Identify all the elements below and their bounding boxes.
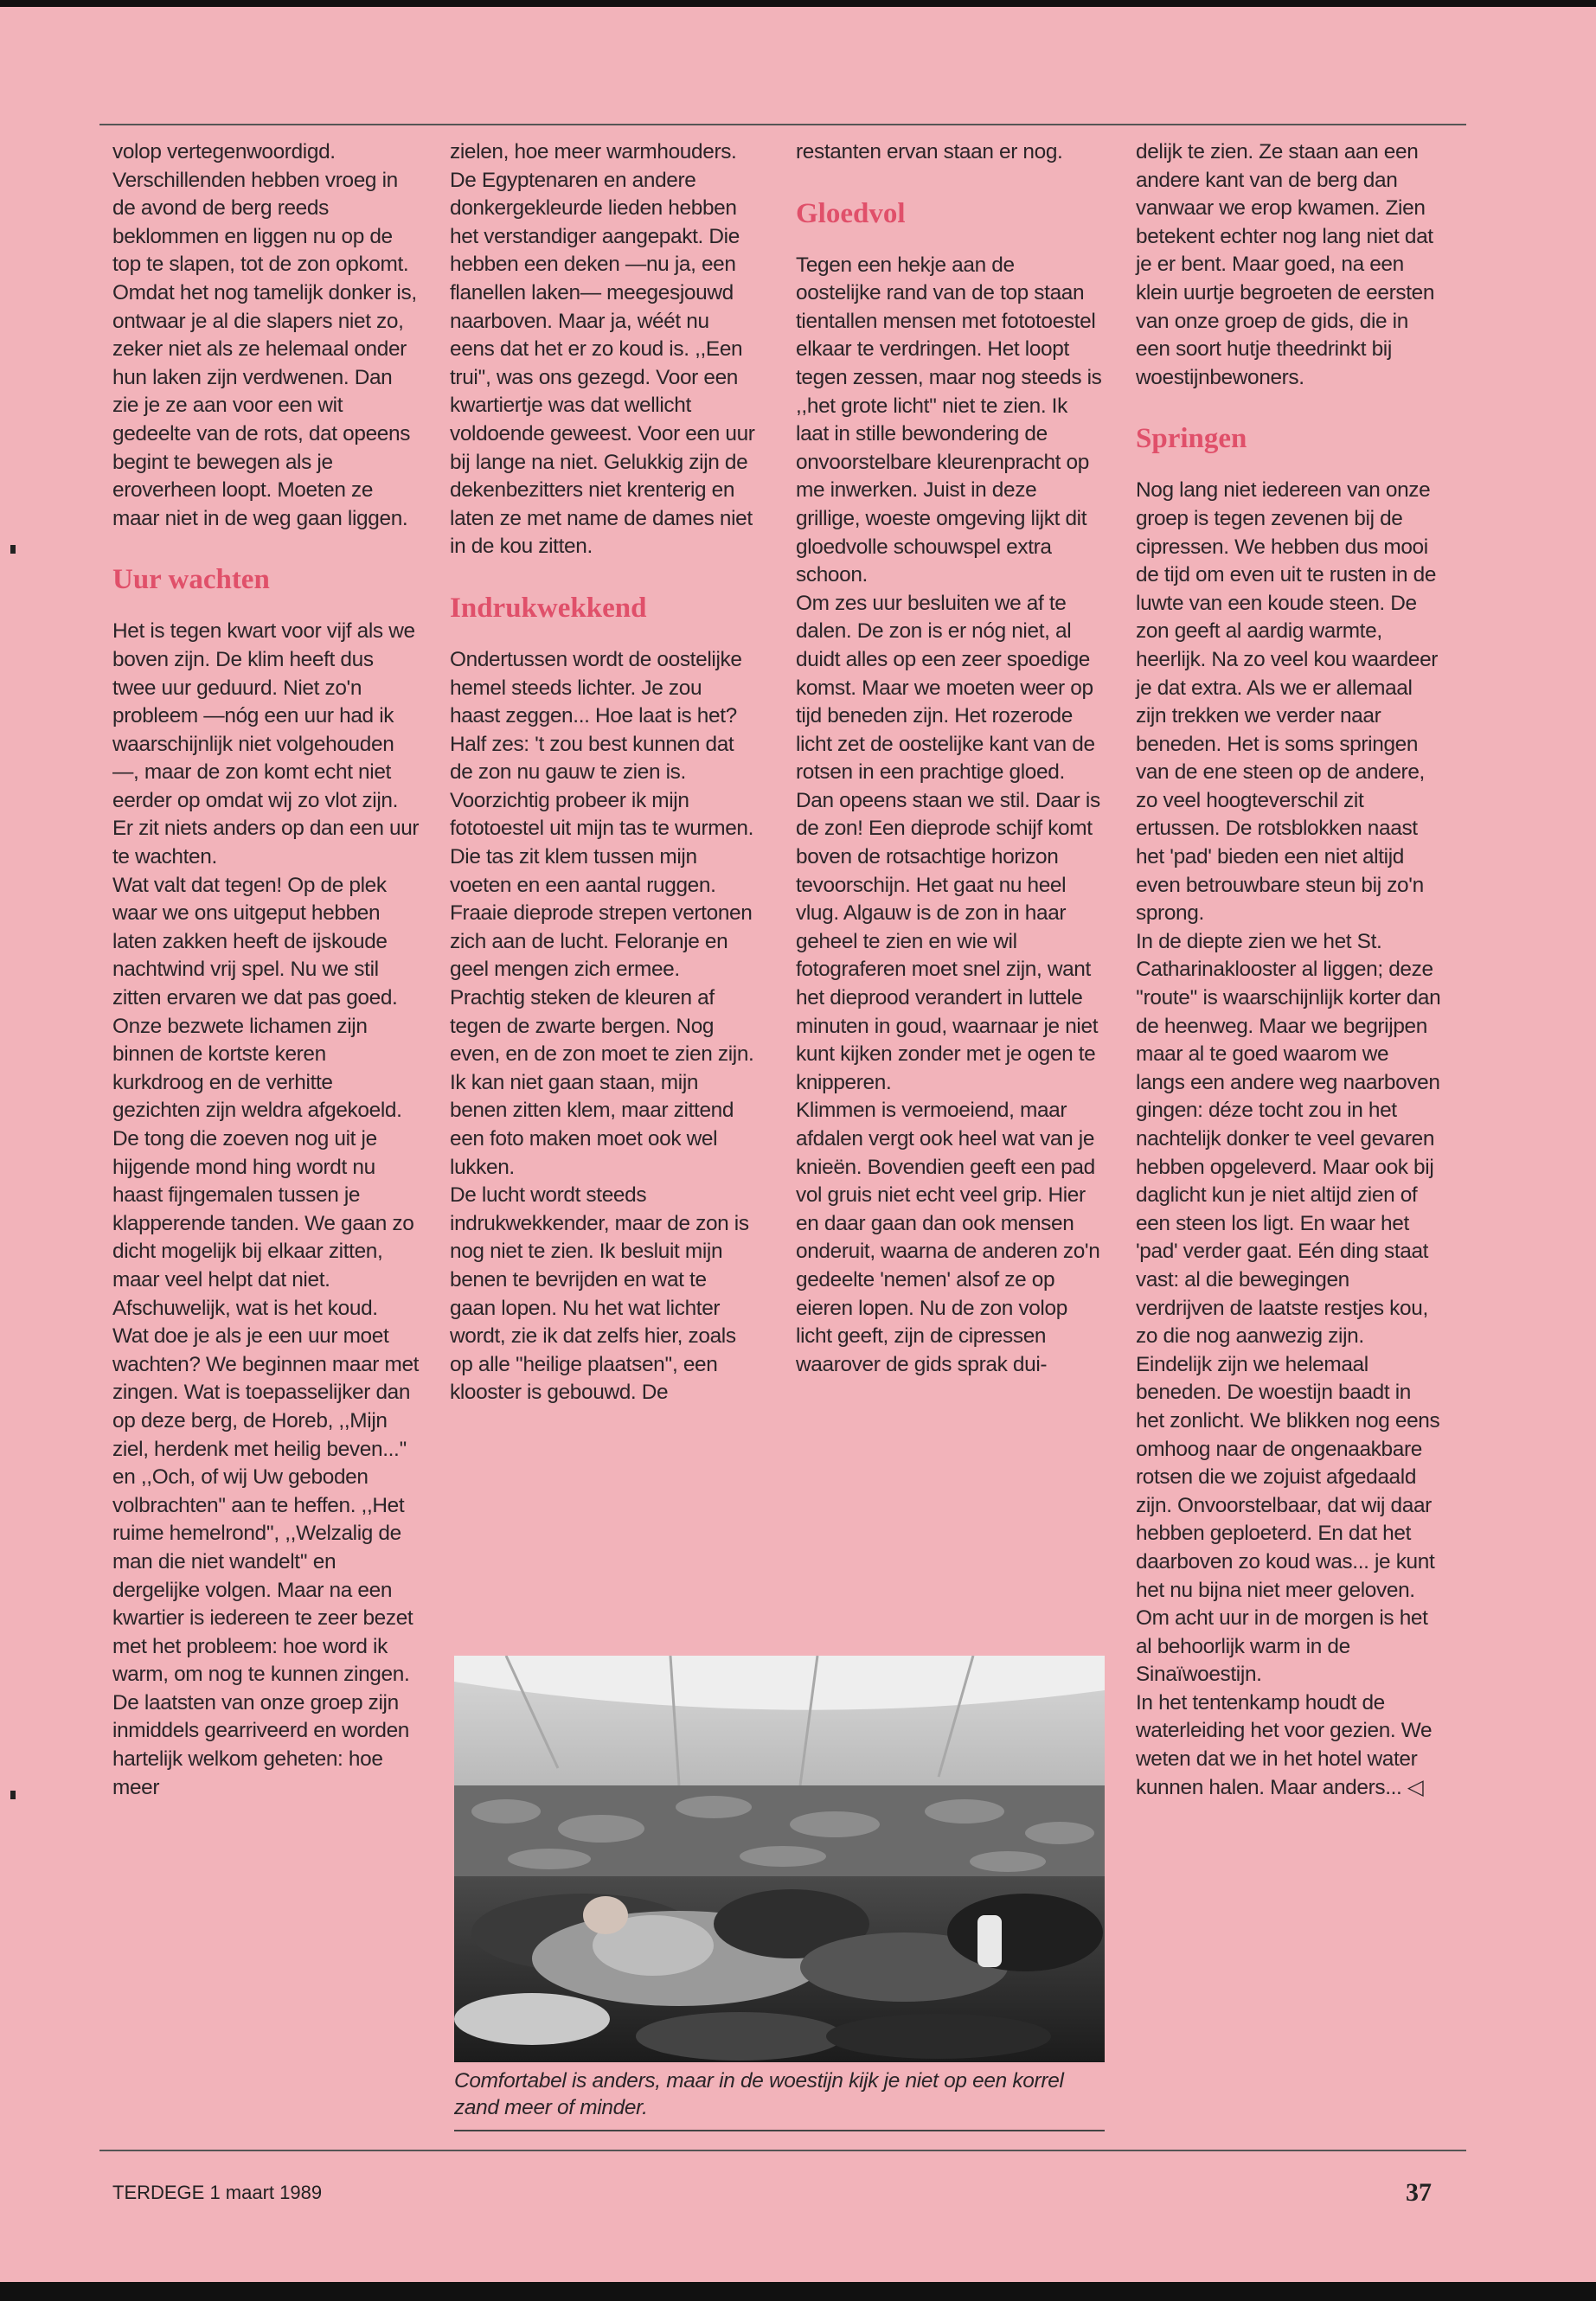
photo-caption: Comfortabel is anders, maar in de woestijn kijk je niet op een korrel zand meer of minder. (454, 2069, 1064, 2119)
paragraph: Tegen een hekje aan de oostelijke rand van de top staan tientallen mensen met fototoestel elkaar te verdringen. Het loopt tegen zessen, maar nog steeds is ,,het grote licht'' niet te zien. Ik laat in stille bewondering de onvoorstelbare kleurenpracht op me inwerken. Juist in deze grillige, woeste omgeving lijkt dit gloedvolle schouwspel extra schoon. (796, 253, 1102, 587)
paragraph: De Egyptenaren en andere donkergekleurde lieden hebben het verstandiger aangepakt. Die hebben een deken —nu ja, een flanellen laken— meegesjouwd naarboven. Maar ja, wéét nu eens dat het er zo koud is. ,,Een trui'', was ons gezegd. Voor een kwartiertje was dat wellicht voldoende geweest. Voor een uur bij lange na niet. Gelukkig zijn de dekenbezitters niet krenterig en laten ze met name de dames niet in de kou zitten. (450, 168, 755, 559)
paragraph: volop vertegenwoordigd. Verschillenden hebben vroeg in de avond de berg reeds beklommen en liggen nu op de top te slapen, tot de zon opkomt. Omdat het nog tamelijk donker is, ontwaar je al die slapers niet zo, zeker niet als ze helemaal onder hun laken zijn verdwenen. Dan zie je ze aan voor een wit gedeelte van de rots, dat opeens begint te bewegen als je eroverheen loopt. Moeten ze maar niet in de weg gaan liggen. (112, 140, 417, 530)
paragraph: De lucht wordt steeds indrukwekkender, maar de zon is nog niet te zien. Ik besluit mijn benen te bevrijden en wat te gaan lopen. Nu het wat lichter wordt, zie ik dat zelfs hier, zoals op alle ''heilige plaatsen'', een klooster is gebouwd. De (450, 1183, 749, 1405)
paragraph: zielen, hoe meer warmhouders. (450, 140, 737, 163)
publication-footer: TERDEGE 1 maart 1989 (112, 2182, 323, 2203)
scan-mark (10, 545, 16, 554)
column-1 (112, 138, 420, 1802)
paragraph: Wat doe je als je een uur moet wachten? We beginnen maar met zingen. Wat is toepasselijker dan op deze berg, de Horeb, ,,Mijn ziel, herdenk met heilig beven...'' en ,,Och, of wij Uw geboden volbrachten'' aan te heffen. ,,Het ruime hemelrond'', ,,Welzalig de man die niet wandelt'' en dergelijke volgen. Maar na een kwartier is iedereen te zeer bezet met het probleem: hoe word ik warm, om nog te kunnen zingen. De laatsten van onze groep zijn inmiddels gearriveerd en worden hartelijk welkom geheten: hoe meer (112, 1324, 420, 1799)
column-3 (796, 138, 1103, 1379)
scan-edge-bottom (0, 2282, 1596, 2301)
paragraph: Het is tegen kwart voor vijf als we boven zijn. De klim heeft dus twee uur geduurd. Niet zo'n probleem —nóg een uur had ik waarschijnlijk niet volgehouden—, maar de zon komt echt niet eerder op omdat wij zo vlot zijn. Er zit niets anders op dan een uur te wachten. (112, 619, 420, 869)
section-heading: Springen (1136, 423, 1247, 455)
page-number: 37 (1406, 2178, 1432, 2207)
paragraph: restanten ervan staan er nog. (796, 140, 1063, 163)
paragraph: Klimmen is vermoeiend, maar afdalen vergt ook heel wat van je knieën. Bovendien geeft een pad vol gruis niet echt veel grip. Hier en daar gaan dan ook mensen onderuit, waarna de anderen zo'n gedeelte 'nemen' alsof ze op eieren lopen. Nu de zon volop licht geeft, zijn de cipressen waarover de gids sprak dui- (796, 1099, 1100, 1376)
tent-sleepers-photo (454, 1656, 1105, 2062)
paragraph: Nog lang niet iedereen van onze groep is tegen zevenen bij de cipressen. We hebben dus mooi de tijd om even uit te rusten in de luwte van een koude steen. De zon geeft al aardig warmte, heerlijk. Na zo veel kou waardeer je dat extra. Als we er allemaal zijn trekken we verder naar beneden. Het is soms springen van de ene steen op de andere, zo veel hoogteverschil zit ertussen. De rotsblokken naast het 'pad' bieden een niet altijd even betrouwbare steun bij zo'n sprong. (1136, 478, 1439, 926)
column-2 (450, 138, 757, 1407)
scan-mark (10, 1791, 16, 1799)
top-rule (99, 124, 1466, 125)
bottom-rule (99, 2150, 1466, 2151)
section-heading: Gloedvol (796, 197, 906, 229)
paragraph: Om zes uur besluiten we af te dalen. De zon is er nóg niet, al duidt alles op een zeer spoedige komst. Maar we moeten weer op tijd beneden zijn. Het rozerode licht zet de oostelijke kant van de rotsen in een prachtige gloed. Dan opeens staan we stil. Daar is de zon! Een dieprode schijf komt boven de rotsachtige horizon tevoorschijn. Het gaat nu heel vlug. Algauw is de zon in haar geheel te zien en wie wil fotograferen moet snel zijn, want het dieprood verandert in luttele minuten in goud, waarnaar je niet kunt kijken zonder met je ogen te knipperen. (796, 591, 1100, 1094)
paragraph: In de diepte zien we het St. Catharinaklooster al liggen; deze ''route'' is waarschijnlijk korter dan de heenweg. Maar we begrijpen maar al te goed waarom we langs een andere weg naarboven gingen: déze tocht zou in het nachtelijk donker te veel gevaren hebben opgeleverd. Maar ook bij daglicht kun je niet altijd zien of een steen los ligt. En waar het 'pad' verder gaat. Eén ding staat vast: al die bewegingen verdrijven de laatste restjes kou, zo die nog aanwezig zijn. (1136, 929, 1441, 1349)
paragraph: delijk te zien. Ze staan aan een andere kant van de berg dan vanwaar we erop kwamen. Zien betekent echter nog lang niet dat je er bent. Maar goed, na een klein uurtje begroeten de eersten van onze groep de gids, die in een soort hutje theedrinkt bij woestijnbewoners. (1136, 140, 1435, 389)
section-heading: Indrukwekkend (450, 592, 647, 624)
photo-illustration (454, 1656, 1105, 2062)
scan-edge-top (0, 0, 1596, 7)
paragraph: Wat valt dat tegen! Op de plek waar we ons uitgeput hebben laten zakken heeft de ijskoude nachtwind vrij spel. Nu we stil zitten ervaren we dat pas goed. Onze bezwete lichamen zijn binnen de kortste keren kurkdroog en de verhitte gezichten zijn weldra afgekoeld. De tong die zoeven nog uit je hijgende mond hing wordt nu haast fijngemalen tussen je klapperende tanden. We gaan zo dicht mogelijk bij elkaar zitten, maar veel helpt dat niet. Afschuwelijk, wat is het koud. (112, 873, 414, 1320)
paragraph: Eindelijk zijn we helemaal beneden. De woestijn baadt in het zonlicht. We blikken nog eens omhoog naar de ongenaakbare rotsen die we zojuist afgedaald zijn. Onvoorstelbaar, dat wij daar hebben geploeterd. En dat het daarboven zo koud was... je kunt het nu bijna niet meer geloven. Om acht uur in de morgen is het al behoorlijk warm in de Sinaïwoestijn. (1136, 1352, 1440, 1687)
paragraph: In het tentenkamp houdt de waterleiding het voor gezien. We weten dat we in het hotel water kunnen halen. Maar anders... ◁ (1136, 1690, 1433, 1799)
caption-rule (454, 2130, 1105, 2131)
section-heading: Uur wachten (112, 564, 270, 596)
paragraph: Ondertussen wordt de oostelijke hemel steeds lichter. Je zou haast zeggen... Hoe laat is het? Half zes: 't zou best kunnen dat de zon nu gauw te zien is. Voorzichtig probeer ik mijn fototoestel uit mijn tas te wurmen. Die tas zit klem tussen mijn voeten en een aantal ruggen. (450, 647, 754, 897)
paragraph: Fraaie dieprode strepen vertonen zich aan de lucht. Feloranje en geel mengen zich ermee. Prachtig steken de kleuren af tegen de zwarte bergen. Nog even, en de zon moet te zien zijn. Ik kan niet gaan staan, mijn benen zitten klem, maar zittend een foto maken moet ook wel lukken. (450, 901, 754, 1179)
column-4 (1136, 138, 1443, 1802)
